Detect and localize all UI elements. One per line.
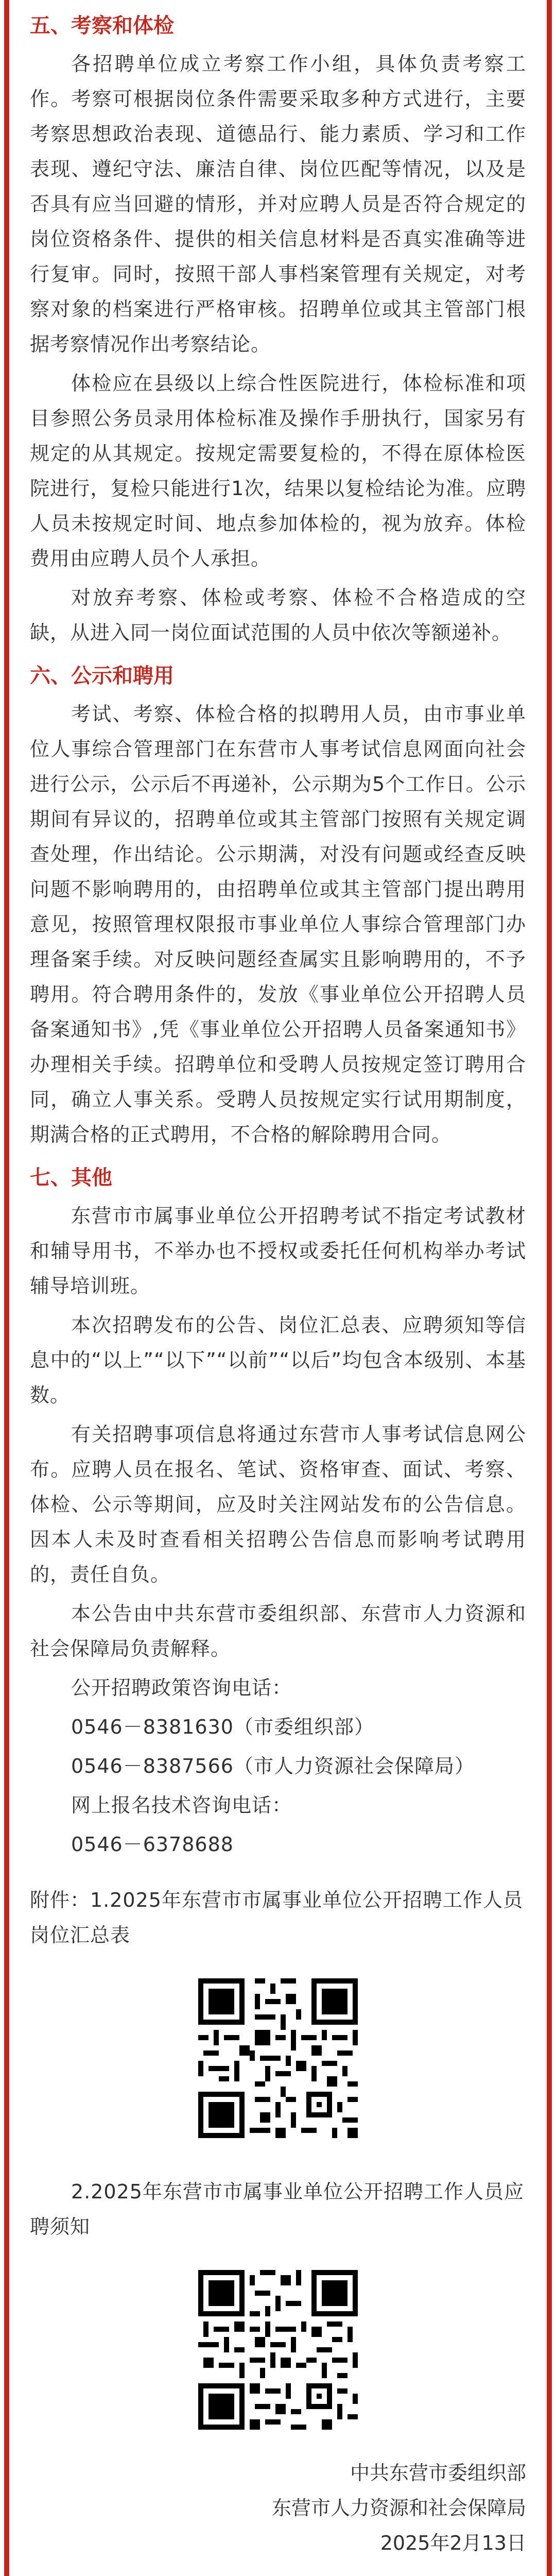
signup-title: 网上报名技术咨询电话： bbox=[71, 1794, 292, 1817]
issuer-org-1: 中共东营市委组织部 bbox=[350, 2462, 526, 2484]
paragraph: 体检应在县级以上综合性医院进行，体检标准和项目参照公务员录用体检标准及操作手册执行，国家另有规定的从其规定。按规定需要复检的，不得在原体检医院进行，复检只能进行1次，结果以复检结论为准。应聘人员未按规定时间、地点参加体检的，视为放弃。体检费用由应聘人员个人承担。 bbox=[30, 372, 526, 570]
section-heading-inspection: 五、考察和体检 bbox=[30, 14, 174, 38]
qr-code-attachment-2[interactable] bbox=[193, 2265, 363, 2435]
contact-title: 公开招聘政策咨询电话： bbox=[71, 1676, 292, 1699]
paragraph: 有关招聘事项信息将通过东营市人事考试信息网公布。应聘人员在报名、笔试、资格审查、面试、考察、体检、公示等期间，应及时关注网站发布的公告信息。因本人未及时查看相关招聘公告信息而影响考试聘用的，责任自负。 bbox=[30, 1423, 526, 1586]
attachment-1-label: 附件：1.2025年东营市市属事业单位公开招聘工作人员岗位汇总表 bbox=[30, 1889, 523, 1946]
section-heading-other: 七、其他 bbox=[30, 1166, 112, 1190]
paragraph: 对放弃考察、体检或考察、体检不合格造成的空缺，从进入同一岗位面试范围的人员中依次等额递补。 bbox=[30, 586, 526, 644]
section-heading-publicity: 六、公示和聘用 bbox=[30, 664, 174, 688]
qr-code-icon bbox=[193, 2265, 363, 2435]
issue-date: 2025年2月13日 bbox=[380, 2532, 526, 2554]
qr-code-attachment-1[interactable] bbox=[193, 1973, 363, 2143]
paragraph: 东营市市属事业单位公开招聘考试不指定考试教材和辅导用书，不举办也不授权或委托任何机构举办考试辅导培训班。 bbox=[30, 1205, 526, 1297]
paragraph: 本公告由中共东营市委组织部、东营市人力资源和社会保障局负责解释。 bbox=[30, 1602, 526, 1660]
article-body bbox=[30, 0, 526, 2561]
issuer-org-2: 东营市人力资源和社会保障局 bbox=[271, 2497, 526, 2519]
phone-number: 0546－8381630（市委组织部） bbox=[71, 1716, 374, 1738]
paragraph: 本次招聘发布的公告、岗位汇总表、应聘须知等信息中的“以上”“以下”“以前”“以后”均包含本级别、本基数。 bbox=[30, 1314, 526, 1406]
qr-code-icon bbox=[193, 1973, 363, 2143]
phone-number: 0546－6378688 bbox=[71, 1833, 234, 1856]
attachment-2-label: 2.2025年东营市市属事业单位公开招聘工作人员应聘须知 bbox=[30, 2180, 524, 2238]
paragraph: 各招聘单位成立考察工作小组，具体负责考察工作。考察可根据岗位条件需要采取多种方式进行，主要考察思想政治表现、道德品行、能力素质、学习和工作表现、遵纪守法、廉洁自律、岗位匹配等情况，以及是否具有应当回避的情形，并对应聘人员是否符合规定的岗位资格条件、提供的相关信息材料是否真实准确等进行复审。同时，按照干部人事档案管理有关规定，对考察对象的档案进行严格审核。招聘单位或其主管部门根据考察情况作出考察结论。 bbox=[30, 53, 526, 355]
paragraph: 考试、考察、体检合格的拟聘用人员，由市事业单位人事综合管理部门在东营市人事考试信息网面向社会进行公示，公示后不再递补，公示期为5个工作日。公示期间有异议的，招聘单位或其主管部门按照有关规定调查处理，作出结论。公示期满，对没有问题或经查反映问题不影响聘用的，由招聘单位或其主管部门提出聘用意见，按照管理权限报市事业单位人事综合管理部门办理备案手续。对反映问题经查属实且影响聘用的，不予聘用。符合聘用条件的，发放《事业单位公开招聘人员备案通知书》,凭《事业单位公开招聘人员备案通知书》办理相关手续。招聘单位和受聘人员按规定签订聘用合同，确立人事关系。受聘人员按规定实行试用期制度，期满合格的正式聘用，不合格的解除聘用合同。 bbox=[30, 703, 526, 1146]
phone-number: 0546－8387566（市人力资源社会保障局） bbox=[71, 1755, 475, 1777]
